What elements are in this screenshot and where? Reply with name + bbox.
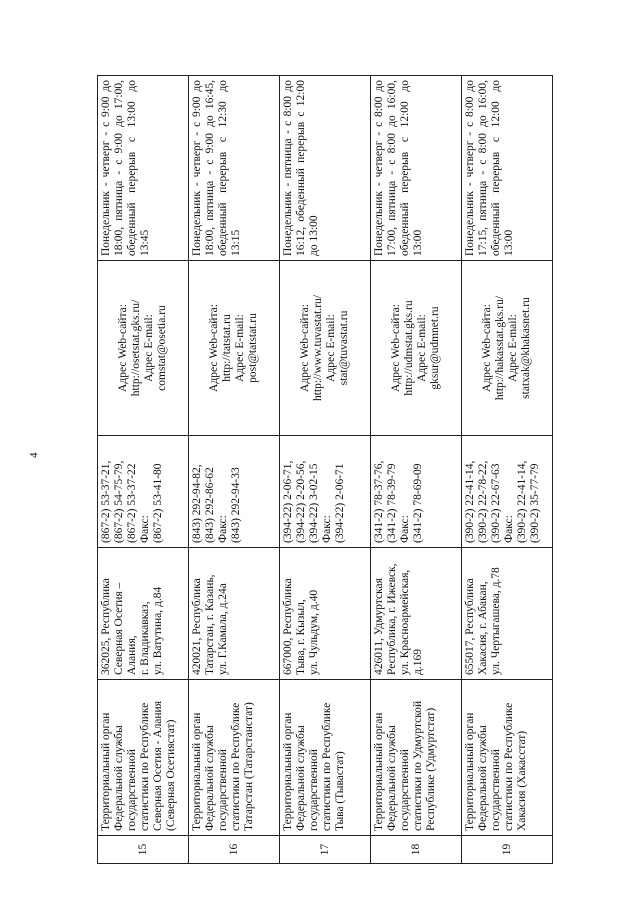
phone-fax-line: (843) 292-86-62 bbox=[204, 467, 216, 543]
web-email bbox=[462, 261, 553, 436]
phone-fax-line: (341-2) 78-39-79 bbox=[386, 463, 398, 543]
web-email-line: comstat@osetia.ru bbox=[156, 305, 168, 391]
web-email-line: http://www.tuvastat.ru/ bbox=[312, 295, 324, 401]
postal-address-line: д.169 bbox=[412, 649, 424, 675]
postal-address-line: ул. Красноармейская, bbox=[399, 569, 411, 675]
web-email-line: http://tatstat.ru bbox=[221, 314, 233, 382]
web-email-line: Адрес E-mail: bbox=[507, 314, 519, 382]
organization-name-line: Федеральной службы bbox=[477, 725, 489, 831]
organization-name-line: государственной bbox=[217, 749, 229, 831]
working-hours: Понедельник - четверг - с 9:00 до 18:00, пятница - с 9:00 до 17:00, обеденный перерыв с 13:00 до 13:45 bbox=[98, 76, 189, 261]
table-row bbox=[371, 76, 462, 864]
organization-name-line: Татарстан (Татарстанстат) bbox=[243, 702, 255, 831]
postal-address-line: Хакасия, г. Абакан, bbox=[477, 581, 489, 675]
working-hours: Понедельник - четверг - с 9:00 до 18:00, пятница - с 9:00 до 16:45, обеденный перерыв с 12:30 до 13:15 bbox=[189, 76, 280, 261]
organization-name-line: Территориальный орган bbox=[282, 712, 294, 831]
postal-address bbox=[462, 548, 553, 680]
organization-name-line: статистики по Республике bbox=[230, 702, 242, 831]
postal-address-line: 655017, Республика bbox=[464, 578, 476, 675]
phone-fax-line: (867-2) 53-41-80 bbox=[152, 463, 164, 543]
web-email-line: stat@tuvastat.ru bbox=[338, 310, 350, 386]
phone-fax-line: (390-2) 22-41-14, bbox=[464, 460, 476, 543]
phone-fax-line: (843) 292-94-82, bbox=[191, 464, 203, 543]
postal-address-line: Северная Осетия – bbox=[113, 582, 125, 675]
web-email bbox=[98, 261, 189, 436]
phone-fax-line: (341-2) 78-37-76, bbox=[373, 460, 385, 543]
phone-fax-line: Факс: bbox=[217, 515, 229, 543]
organization-name-line: (Северная Осетиястат) bbox=[165, 719, 177, 831]
working-hours: Понедельник - четверг - с 8:00 до 17:00, пятница - с 8:00 до 16:00, обеденный перерыв с 12:00 до 13:00 bbox=[371, 76, 462, 261]
organization-name-line: Территориальный орган bbox=[100, 712, 112, 831]
phone-fax-line: (843) 292-94-33 bbox=[230, 467, 242, 543]
web-email-line: http://udmstat.gks.ru bbox=[403, 300, 415, 396]
phone-fax-line: Факс: bbox=[399, 515, 411, 543]
row-number: 19 bbox=[462, 836, 553, 864]
web-email bbox=[189, 261, 280, 436]
table-row bbox=[280, 76, 371, 864]
organization-name bbox=[371, 680, 462, 836]
organization-name bbox=[280, 680, 371, 836]
phone-fax bbox=[371, 436, 462, 548]
postal-address-line: 426011, Удмуртская bbox=[373, 578, 385, 675]
phone-fax-line: (390-2) 22-67-63 bbox=[490, 463, 502, 543]
offices-table bbox=[97, 75, 553, 864]
phone-fax bbox=[189, 436, 280, 548]
organization-name-line: Федеральной службы bbox=[113, 725, 125, 831]
postal-address-line: ул. Ватутина, д.84 bbox=[152, 586, 164, 675]
postal-address bbox=[280, 548, 371, 680]
table-row bbox=[189, 76, 280, 864]
organization-name-line: статистики по Республике bbox=[321, 702, 333, 831]
offices-table-body bbox=[98, 76, 553, 864]
phone-fax-line: (390-2) 22-78-22, bbox=[477, 460, 489, 543]
organization-name-line: Республике (Удмуртстат) bbox=[425, 707, 437, 831]
web-email bbox=[280, 261, 371, 436]
postal-address-line: 420021, Республика bbox=[191, 578, 203, 675]
web-email-line: statxak@khakasnet.ru bbox=[520, 297, 532, 399]
phone-fax bbox=[98, 436, 189, 548]
web-email-line: Адрес E-mail: bbox=[325, 314, 337, 382]
working-hours: Понедельник - четверг - с 8:00 до 17:15, пятница - с 8:00 до 16:00, обеденный перерыв с 12:00 до 13:00 bbox=[462, 76, 553, 261]
phone-fax-line: (867-2) 54-75-79, bbox=[113, 460, 125, 543]
web-email-line: http://hakasstat.gks.ru/ bbox=[494, 295, 506, 401]
row-number: 16 bbox=[189, 836, 280, 864]
organization-name-line: государственной bbox=[308, 749, 320, 831]
organization-name-line: Федеральной службы bbox=[386, 725, 398, 831]
organization-name bbox=[189, 680, 280, 836]
web-email-line: Адрес Web-сайта: bbox=[481, 304, 493, 392]
web-email-line: Адрес Web-сайта: bbox=[117, 304, 129, 392]
web-email-line: http://osetstat.gks.ru/ bbox=[130, 299, 142, 397]
web-email-line: gksur@udmnet.ru bbox=[429, 306, 441, 390]
organization-name-line: Территориальный орган bbox=[373, 712, 385, 831]
phone-fax-line: (394-22) 2-20-56, bbox=[295, 460, 307, 543]
phone-fax-line: (867-2) 53-37-21, bbox=[100, 460, 112, 543]
phone-fax-line: (394-22) 3-02-15 bbox=[308, 463, 320, 543]
organization-name-line: государственной bbox=[399, 749, 411, 831]
web-email-line: Адрес E-mail: bbox=[143, 314, 155, 382]
postal-address-line: Татарстан, г. Казань, bbox=[204, 574, 216, 675]
postal-address-line: Алания, bbox=[126, 635, 138, 675]
phone-fax bbox=[462, 436, 553, 548]
postal-address-line: г. Владикавказ, bbox=[139, 601, 151, 675]
postal-address-line: 362025, Республика bbox=[100, 578, 112, 675]
organization-name-line: статистики по Удмуртской bbox=[412, 700, 424, 831]
working-hours: Понедельник - пятница - с 8:00 до 16:12, обеденный перерыв с 12:00 до 13:00 bbox=[280, 76, 371, 261]
phone-fax-line: Факс: bbox=[503, 515, 515, 543]
web-email-line: Адрес E-mail: bbox=[416, 314, 428, 382]
organization-name-line: государственной bbox=[490, 749, 502, 831]
postal-address bbox=[98, 548, 189, 680]
phone-fax-line: Факс: bbox=[321, 515, 333, 543]
page-number: 4 bbox=[28, 452, 40, 458]
postal-address bbox=[371, 548, 462, 680]
organization-name-line: Территориальный орган bbox=[464, 712, 476, 831]
organization-name bbox=[98, 680, 189, 836]
web-email-line: Адрес Web-сайта: bbox=[208, 304, 220, 392]
organization-name-line: Северная Осетия - Алания bbox=[152, 700, 164, 831]
postal-address-line: ул. Чертыгашева, д.78 bbox=[490, 567, 502, 675]
phone-fax-line: (390-2) 22-41-14, bbox=[516, 460, 528, 543]
postal-address-line: 667000, Республика bbox=[282, 578, 294, 675]
phone-fax-line: (341-2) 78-69-09 bbox=[412, 463, 424, 543]
organization-name-line: Территориальный орган bbox=[191, 712, 203, 831]
row-number: 17 bbox=[280, 836, 371, 864]
phone-fax-line: (390-2) 35-77-79 bbox=[529, 463, 541, 543]
phone-fax-line: (867-2) 53-37-22 bbox=[126, 463, 138, 543]
phone-fax-line: (394-22) 2-06-71 bbox=[334, 463, 346, 543]
web-email-line: Адрес E-mail: bbox=[234, 314, 246, 382]
web-email bbox=[371, 261, 462, 436]
table-row bbox=[462, 76, 553, 864]
organization-name-line: Тыва (Тывастат) bbox=[334, 751, 346, 831]
web-email-line: Адрес Web-сайта: bbox=[390, 304, 402, 392]
organization-name-line: Федеральной службы bbox=[295, 725, 307, 831]
row-number: 15 bbox=[98, 836, 189, 864]
phone-fax-line: Факс: bbox=[139, 515, 151, 543]
postal-address-line: Тыва, г. Кызыл, bbox=[295, 599, 307, 675]
postal-address bbox=[189, 548, 280, 680]
organization-name-line: государственной bbox=[126, 749, 138, 831]
table-row bbox=[98, 76, 189, 864]
organization-name-line: статистики по Республике bbox=[139, 702, 151, 831]
postal-address-line: ул. Чульдум, д.40 bbox=[308, 589, 320, 675]
organization-name-line: статистики по Республике bbox=[503, 702, 515, 831]
web-email-line: post@tatstat.ru bbox=[247, 313, 259, 383]
organization-name-line: Федеральной службы bbox=[204, 725, 216, 831]
web-email-line: Адрес Web-сайта: bbox=[299, 304, 311, 392]
phone-fax-line: (394-22) 2-06-71, bbox=[282, 460, 294, 543]
organization-name-line: Хакасия (Хакасстат) bbox=[516, 730, 528, 831]
rotated-table-container bbox=[97, 76, 553, 864]
postal-address-line: Республика, г. Ижевск, bbox=[386, 563, 398, 675]
row-number: 18 bbox=[371, 836, 462, 864]
postal-address-line: ул. Г.Камала, д.24а bbox=[217, 583, 229, 675]
organization-name bbox=[462, 680, 553, 836]
phone-fax bbox=[280, 436, 371, 548]
